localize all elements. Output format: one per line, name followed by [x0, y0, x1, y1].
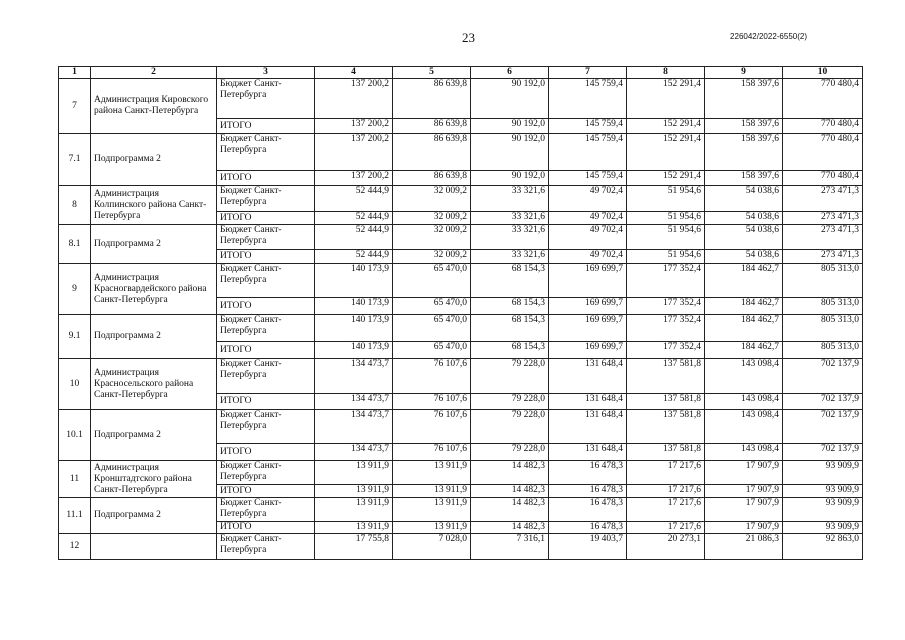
amount-cell: 13 911,9: [315, 498, 393, 522]
amount-cell: 273 471,3: [783, 212, 863, 225]
row-index: 7: [59, 79, 91, 134]
funding-source: Бюджет Санкт-Петербурга: [217, 264, 315, 298]
amount-cell: 20 273,1: [627, 534, 705, 560]
amount-cell: 131 648,4: [549, 444, 627, 461]
amount-cell: 137 581,8: [627, 444, 705, 461]
amount-cell: 86 639,8: [393, 171, 471, 186]
amount-cell: 131 648,4: [549, 394, 627, 410]
amount-cell: 17 217,6: [627, 498, 705, 522]
row-index: 11.1: [59, 498, 91, 534]
amount-cell: 51 954,6: [627, 212, 705, 225]
row-index: 7.1: [59, 134, 91, 186]
amount-cell: 93 909,9: [783, 461, 863, 485]
amount-cell: 52 444,9: [315, 250, 393, 264]
funding-source: Бюджет Санкт-Петербурга: [217, 410, 315, 444]
column-header: 2: [91, 67, 217, 79]
column-header: 7: [549, 67, 627, 79]
table-row: [59, 186, 863, 212]
table-row: [59, 315, 863, 342]
amount-cell: 54 038,6: [705, 212, 783, 225]
amount-cell: 184 462,7: [705, 315, 783, 342]
funding-source: ИТОГО: [217, 212, 315, 225]
amount-cell: 131 648,4: [549, 359, 627, 394]
amount-cell: 140 173,9: [315, 315, 393, 342]
amount-cell: 86 639,8: [393, 134, 471, 171]
amount-cell: 137 200,2: [315, 79, 393, 119]
amount-cell: 770 480,4: [783, 134, 863, 171]
table-body: [59, 79, 863, 560]
amount-cell: 76 107,6: [393, 410, 471, 444]
amount-cell: 19 403,7: [549, 534, 627, 560]
funding-source: ИТОГО: [217, 171, 315, 186]
amount-cell: 86 639,8: [393, 119, 471, 134]
amount-cell: 92 863,0: [783, 534, 863, 560]
amount-cell: 137 200,2: [315, 171, 393, 186]
funding-source: Бюджет Санкт-Петербурга: [217, 359, 315, 394]
budget-table: [58, 66, 863, 560]
row-index: 10.1: [59, 410, 91, 461]
amount-cell: 68 154,3: [471, 264, 549, 298]
amount-cell: 184 462,7: [705, 298, 783, 315]
program-name: Подпрограмма 2: [91, 225, 217, 264]
amount-cell: 152 291,4: [627, 134, 705, 171]
amount-cell: 33 321,6: [471, 250, 549, 264]
amount-cell: 16 478,3: [549, 498, 627, 522]
amount-cell: 17 907,9: [705, 461, 783, 485]
amount-cell: 14 482,3: [471, 498, 549, 522]
amount-cell: 805 313,0: [783, 298, 863, 315]
amount-cell: 143 098,4: [705, 394, 783, 410]
amount-cell: 49 702,4: [549, 186, 627, 212]
funding-source: ИТОГО: [217, 250, 315, 264]
column-header: 5: [393, 67, 471, 79]
amount-cell: 143 098,4: [705, 359, 783, 394]
amount-cell: 17 907,9: [705, 498, 783, 522]
amount-cell: 134 473,7: [315, 410, 393, 444]
amount-cell: 702 137,9: [783, 410, 863, 444]
column-header: 10: [783, 67, 863, 79]
program-name: Администрация Кронштадтского района Санкт-Петербурга: [91, 461, 217, 498]
amount-cell: 137 581,8: [627, 394, 705, 410]
amount-cell: 158 397,6: [705, 119, 783, 134]
funding-source: Бюджет Санкт-Петербурга: [217, 79, 315, 119]
amount-cell: 273 471,3: [783, 250, 863, 264]
table-row: [59, 410, 863, 444]
program-name: Подпрограмма 2: [91, 498, 217, 534]
amount-cell: 770 480,4: [783, 171, 863, 186]
amount-cell: 65 470,0: [393, 315, 471, 342]
funding-source: Бюджет Санкт-Петербурга: [217, 225, 315, 250]
funding-source: ИТОГО: [217, 119, 315, 134]
funding-source: ИТОГО: [217, 522, 315, 534]
amount-cell: 54 038,6: [705, 186, 783, 212]
amount-cell: 273 471,3: [783, 225, 863, 250]
program-name: [91, 534, 217, 560]
amount-cell: 90 192,0: [471, 119, 549, 134]
amount-cell: 76 107,6: [393, 359, 471, 394]
amount-cell: 184 462,7: [705, 342, 783, 359]
amount-cell: 13 911,9: [315, 485, 393, 498]
amount-cell: 32 009,2: [393, 186, 471, 212]
column-header: 3: [217, 67, 315, 79]
amount-cell: 93 909,9: [783, 522, 863, 534]
table-row: [59, 534, 863, 560]
amount-cell: 52 444,9: [315, 186, 393, 212]
amount-cell: 86 639,8: [393, 79, 471, 119]
table-row: [59, 498, 863, 522]
amount-cell: 93 909,9: [783, 485, 863, 498]
amount-cell: 169 699,7: [549, 315, 627, 342]
amount-cell: 52 444,9: [315, 212, 393, 225]
amount-cell: 33 321,6: [471, 225, 549, 250]
document-id: 226042/2022-6550(2): [730, 32, 807, 41]
amount-cell: 169 699,7: [549, 264, 627, 298]
amount-cell: 770 480,4: [783, 119, 863, 134]
table-row: [59, 461, 863, 485]
amount-cell: 13 911,9: [315, 522, 393, 534]
amount-cell: 93 909,9: [783, 498, 863, 522]
amount-cell: 702 137,9: [783, 394, 863, 410]
amount-cell: 143 098,4: [705, 410, 783, 444]
program-name: Подпрограмма 2: [91, 315, 217, 359]
table-row: [59, 134, 863, 171]
amount-cell: 14 482,3: [471, 522, 549, 534]
amount-cell: 184 462,7: [705, 264, 783, 298]
amount-cell: 140 173,9: [315, 264, 393, 298]
table-row: [59, 79, 863, 119]
amount-cell: 137 200,2: [315, 134, 393, 171]
amount-cell: 13 911,9: [315, 461, 393, 485]
amount-cell: 13 911,9: [393, 498, 471, 522]
amount-cell: 770 480,4: [783, 79, 863, 119]
amount-cell: 158 397,6: [705, 79, 783, 119]
amount-cell: 14 482,3: [471, 461, 549, 485]
amount-cell: 143 098,4: [705, 444, 783, 461]
amount-cell: 152 291,4: [627, 79, 705, 119]
amount-cell: 140 173,9: [315, 342, 393, 359]
column-header: 8: [627, 67, 705, 79]
amount-cell: 32 009,2: [393, 212, 471, 225]
amount-cell: 76 107,6: [393, 394, 471, 410]
program-name: Администрация Колпинского района Санкт-Петербурга: [91, 186, 217, 225]
amount-cell: 79 228,0: [471, 444, 549, 461]
column-header-row: [59, 67, 863, 79]
amount-cell: 152 291,4: [627, 119, 705, 134]
funding-source: ИТОГО: [217, 485, 315, 498]
amount-cell: 65 470,0: [393, 298, 471, 315]
funding-source: ИТОГО: [217, 444, 315, 461]
amount-cell: 32 009,2: [393, 250, 471, 264]
amount-cell: 79 228,0: [471, 394, 549, 410]
amount-cell: 805 313,0: [783, 315, 863, 342]
amount-cell: 177 352,4: [627, 298, 705, 315]
table-row: [59, 359, 863, 394]
funding-source: Бюджет Санкт-Петербурга: [217, 498, 315, 522]
amount-cell: 17 907,9: [705, 522, 783, 534]
amount-cell: 134 473,7: [315, 394, 393, 410]
amount-cell: 169 699,7: [549, 342, 627, 359]
funding-source: ИТОГО: [217, 342, 315, 359]
amount-cell: 21 086,3: [705, 534, 783, 560]
amount-cell: 79 228,0: [471, 410, 549, 444]
amount-cell: 90 192,0: [471, 79, 549, 119]
column-header: 9: [705, 67, 783, 79]
amount-cell: 137 581,8: [627, 410, 705, 444]
amount-cell: 134 473,7: [315, 359, 393, 394]
funding-source: Бюджет Санкт-Петербурга: [217, 186, 315, 212]
amount-cell: 145 759,4: [549, 134, 627, 171]
amount-cell: 145 759,4: [549, 171, 627, 186]
amount-cell: 158 397,6: [705, 171, 783, 186]
amount-cell: 14 482,3: [471, 485, 549, 498]
row-index: 8.1: [59, 225, 91, 264]
page-number: 23: [462, 30, 475, 45]
funding-source: ИТОГО: [217, 394, 315, 410]
amount-cell: 68 154,3: [471, 315, 549, 342]
amount-cell: 16 478,3: [549, 485, 627, 498]
amount-cell: 177 352,4: [627, 315, 705, 342]
amount-cell: 805 313,0: [783, 264, 863, 298]
amount-cell: 51 954,6: [627, 186, 705, 212]
amount-cell: 68 154,3: [471, 342, 549, 359]
amount-cell: 51 954,6: [627, 250, 705, 264]
amount-cell: 702 137,9: [783, 444, 863, 461]
table-row: [59, 225, 863, 250]
amount-cell: 90 192,0: [471, 171, 549, 186]
amount-cell: 137 581,8: [627, 359, 705, 394]
funding-source: Бюджет Санкт-Петербурга: [217, 315, 315, 342]
amount-cell: 33 321,6: [471, 186, 549, 212]
amount-cell: 140 173,9: [315, 298, 393, 315]
amount-cell: 13 911,9: [393, 485, 471, 498]
amount-cell: 16 478,3: [549, 522, 627, 534]
row-index: 11: [59, 461, 91, 498]
amount-cell: 152 291,4: [627, 171, 705, 186]
amount-cell: 702 137,9: [783, 359, 863, 394]
amount-cell: 158 397,6: [705, 134, 783, 171]
amount-cell: 49 702,4: [549, 250, 627, 264]
amount-cell: 137 200,2: [315, 119, 393, 134]
amount-cell: 17 217,6: [627, 522, 705, 534]
funding-source: ИТОГО: [217, 298, 315, 315]
amount-cell: 177 352,4: [627, 342, 705, 359]
amount-cell: 145 759,4: [549, 79, 627, 119]
column-header: 4: [315, 67, 393, 79]
amount-cell: 32 009,2: [393, 225, 471, 250]
amount-cell: 54 038,6: [705, 250, 783, 264]
amount-cell: 13 911,9: [393, 522, 471, 534]
row-index: 10: [59, 359, 91, 410]
amount-cell: 177 352,4: [627, 264, 705, 298]
amount-cell: 33 321,6: [471, 212, 549, 225]
funding-source: Бюджет Санкт-Петербурга: [217, 134, 315, 171]
amount-cell: 273 471,3: [783, 186, 863, 212]
amount-cell: 52 444,9: [315, 225, 393, 250]
amount-cell: 65 470,0: [393, 342, 471, 359]
amount-cell: 49 702,4: [549, 225, 627, 250]
amount-cell: 145 759,4: [549, 119, 627, 134]
program-name: Подпрограмма 2: [91, 134, 217, 186]
column-header: 1: [59, 67, 91, 79]
row-index: 9: [59, 264, 91, 315]
program-name: Подпрограмма 2: [91, 410, 217, 461]
amount-cell: 7 028,0: [393, 534, 471, 560]
amount-cell: 17 217,6: [627, 461, 705, 485]
program-name: Администрация Красногвардейского района Санкт-Петербурга: [91, 264, 217, 315]
amount-cell: 17 217,6: [627, 485, 705, 498]
row-index: 12: [59, 534, 91, 560]
amount-cell: 17 755,8: [315, 534, 393, 560]
amount-cell: 79 228,0: [471, 359, 549, 394]
amount-cell: 54 038,6: [705, 225, 783, 250]
amount-cell: 134 473,7: [315, 444, 393, 461]
amount-cell: 131 648,4: [549, 410, 627, 444]
program-name: Администрация Кировского района Санкт-Петербурга: [91, 79, 217, 134]
amount-cell: 68 154,3: [471, 298, 549, 315]
table-row: [59, 264, 863, 298]
amount-cell: 7 316,1: [471, 534, 549, 560]
amount-cell: 90 192,0: [471, 134, 549, 171]
amount-cell: 169 699,7: [549, 298, 627, 315]
amount-cell: 51 954,6: [627, 225, 705, 250]
program-name: Администрация Красносельского района Санкт-Петербурга: [91, 359, 217, 410]
funding-source: Бюджет Санкт-Петербурга: [217, 534, 315, 560]
amount-cell: 49 702,4: [549, 212, 627, 225]
amount-cell: 76 107,6: [393, 444, 471, 461]
amount-cell: 65 470,0: [393, 264, 471, 298]
amount-cell: 16 478,3: [549, 461, 627, 485]
row-index: 8: [59, 186, 91, 225]
funding-source: Бюджет Санкт-Петербурга: [217, 461, 315, 485]
row-index: 9.1: [59, 315, 91, 359]
column-header: 6: [471, 67, 549, 79]
amount-cell: 805 313,0: [783, 342, 863, 359]
amount-cell: 13 911,9: [393, 461, 471, 485]
amount-cell: 17 907,9: [705, 485, 783, 498]
